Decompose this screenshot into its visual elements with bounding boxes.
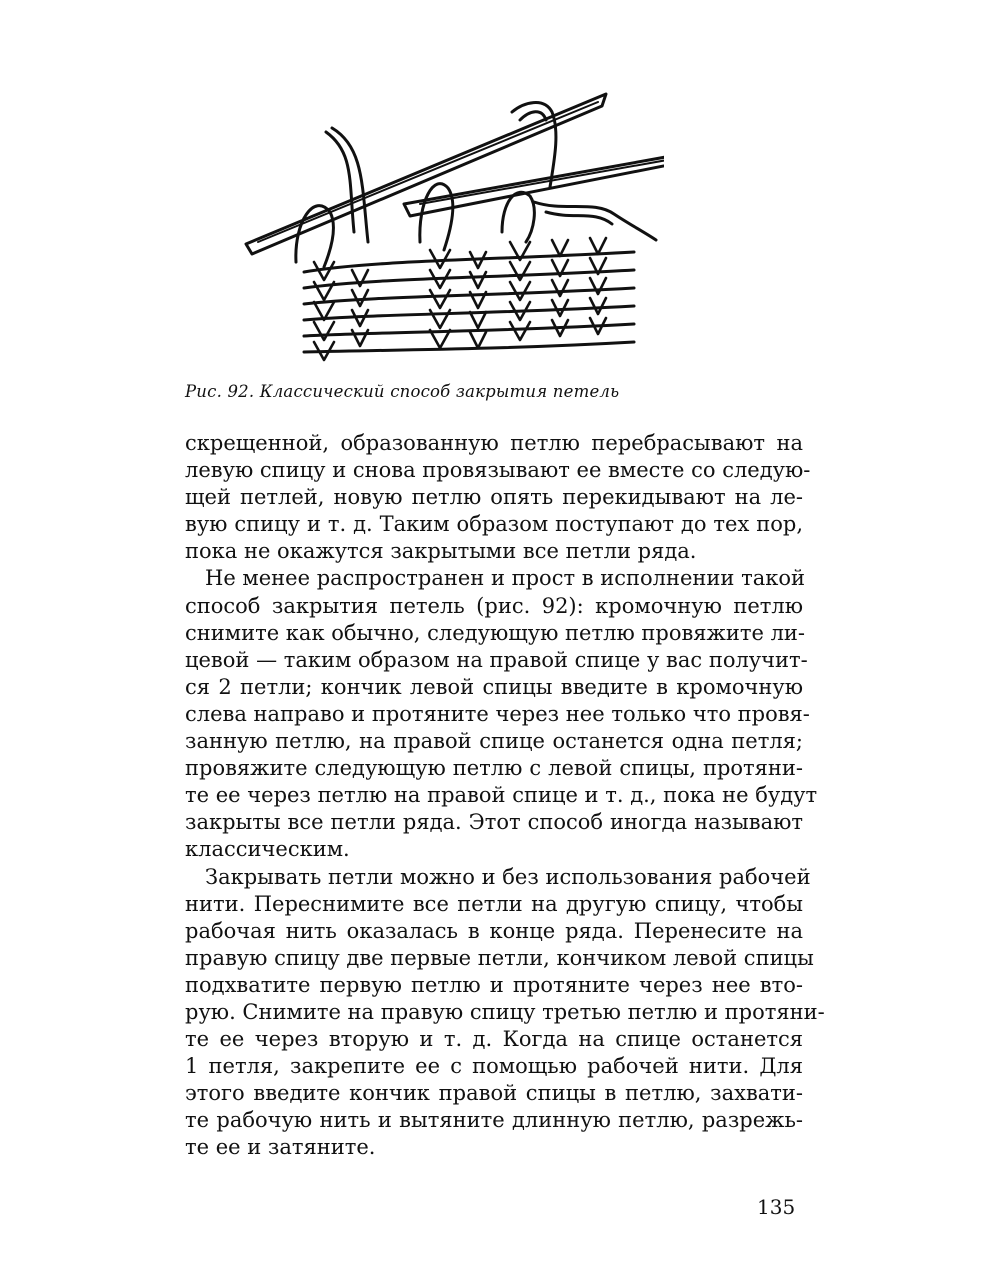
- body-text: [185, 430, 825, 1162]
- text-line: те ее через петлю на правой спице и т. д., пока не будут: [185, 783, 818, 808]
- text-line: слева направо и протяните через нее только что провя-: [185, 701, 810, 726]
- text-line: цевой — таким образом на правой спице у вас получит-: [185, 647, 808, 672]
- knitting-bind-off-icon: [234, 92, 664, 372]
- text-line: способ закрытия петель (рис. 92): кромочную петлю: [185, 593, 803, 618]
- text-line: правую спицу две первые петли, кончиком левой спицы: [185, 945, 814, 970]
- text-line: снимите как обычно, следующую петлю провяжите ли-: [185, 620, 806, 645]
- text-line: закрыты все петли ряда. Этот способ иногда называют: [185, 810, 803, 835]
- text-line: те ее через вторую и т. д. Когда на спице останется: [185, 1027, 803, 1052]
- text-line: 1 петля, закрепите ее с помощью рабочей нити. Для: [185, 1054, 803, 1079]
- text-line: Закрывать петли можно и без использования рабочей: [205, 864, 811, 889]
- text-line: провяжите следующую петлю с левой спицы, протяни-: [185, 756, 803, 781]
- knitting-illustration: [234, 92, 664, 372]
- page-number: 135: [757, 1195, 796, 1219]
- text-line: рабочая нить оказалась в конце ряда. Перенесите на: [185, 918, 803, 943]
- text-line: подхватите первую петлю и протяните через нее вто-: [185, 972, 803, 997]
- text-line: щей петлей, новую петлю опять перекидывают на ле-: [185, 485, 803, 510]
- text-line: Не менее распространен и прост в исполнении такой: [205, 566, 805, 591]
- text-line: нити. Переснимите все петли на другую спицу, чтобы: [185, 891, 803, 916]
- text-line: те ее и затяните.: [185, 1135, 376, 1160]
- text-line: занную петлю, на правой спице останется одна петля;: [185, 729, 803, 754]
- text-line: пока не окажутся закрытыми все петли ряда.: [185, 539, 697, 564]
- text-line: рую. Снимите на правую спицу третью петлю и протяни-: [185, 999, 825, 1024]
- text-line: скрещенной, образованную петлю перебрасывают на: [185, 431, 803, 455]
- text-line: те рабочую нить и вытяните длинную петлю, разрежь-: [185, 1108, 803, 1133]
- text-line: вую спицу и т. д. Таким образом поступают до тех пор,: [185, 512, 803, 537]
- text-line: классическим.: [185, 837, 350, 862]
- text-line: этого введите кончик правой спицы в петлю, захвати-: [185, 1081, 803, 1106]
- figure-caption: Рис. 92. Классический способ закрытия петель: [185, 382, 620, 401]
- text-line: левую спицу и снова провязывают ее вместе со следую-: [185, 458, 811, 483]
- text-line: ся 2 петли; кончик левой спицы введите в кромочную: [185, 674, 803, 699]
